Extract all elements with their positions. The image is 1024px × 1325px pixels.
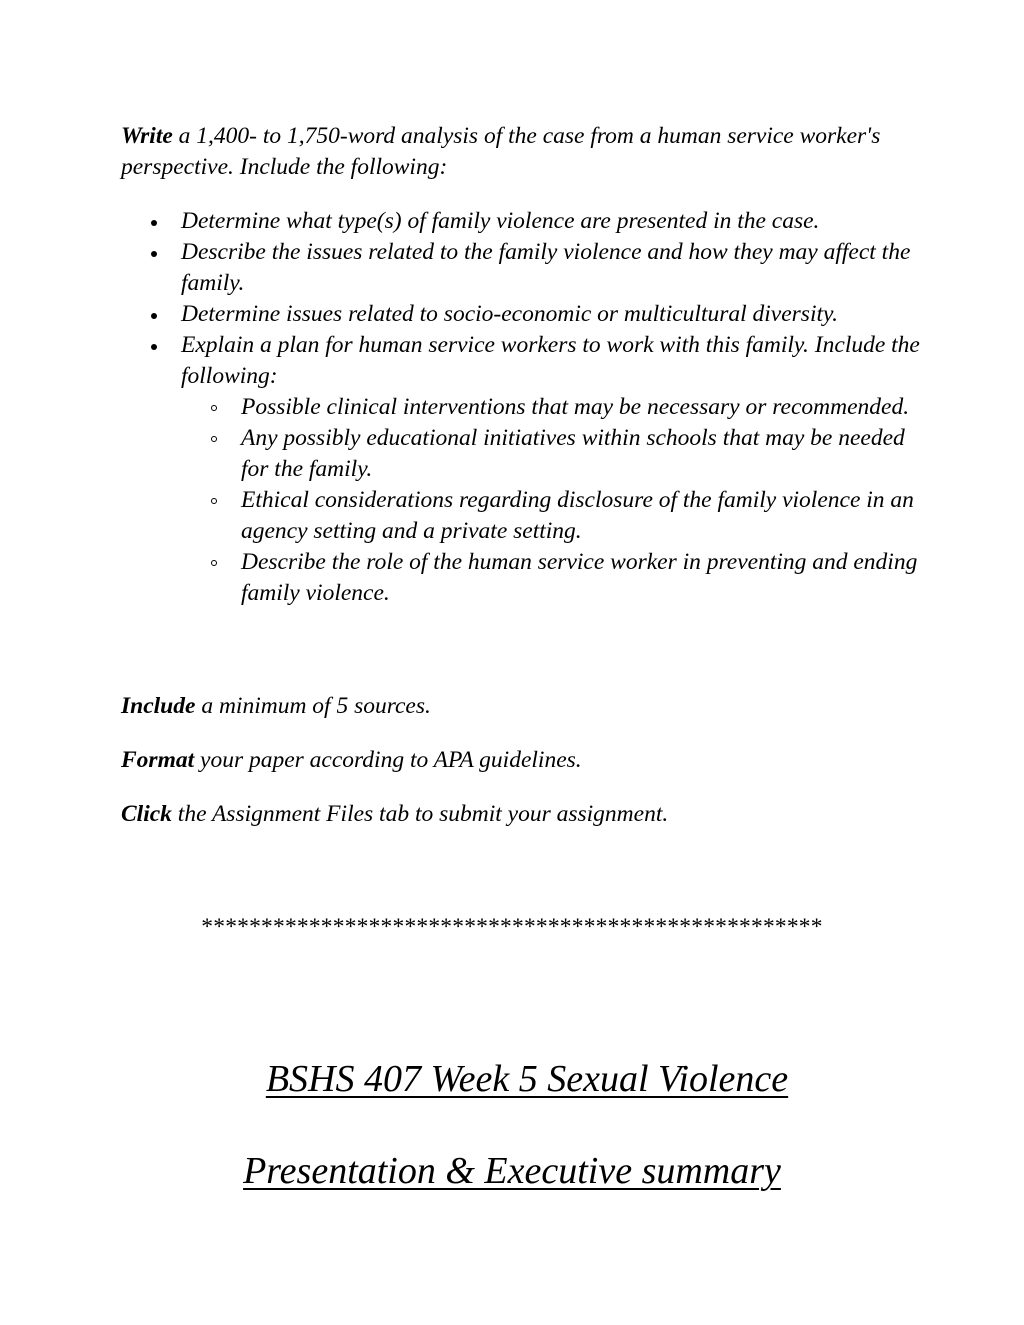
click-lead-word: Click — [121, 801, 172, 827]
include-lead-word: Include — [121, 693, 196, 719]
heading-subtitle: Presentation & Executive summary — [243, 1150, 781, 1192]
list-item-text: Determine issues related to socio-economic or multicultural diversity. — [181, 301, 839, 327]
sub-list-item — [241, 392, 926, 423]
format-text: your paper according to APA guidelines. — [194, 747, 582, 773]
list-item-text: Describe the issues related to the family violence and how they may affect the family. — [181, 239, 911, 296]
list-item — [181, 206, 926, 237]
bullet-dot-icon — [151, 313, 157, 319]
bullet-circle-icon — [211, 436, 217, 442]
separator-line: **************************************************** — [201, 914, 823, 940]
sub-list-item-text: Describe the role of the human service worker in preventing and ending family violence. — [241, 549, 918, 606]
requirements-list — [181, 206, 926, 609]
format-paragraph — [121, 745, 921, 776]
bullet-circle-icon — [211, 405, 217, 411]
list-item-text: Explain a plan for human service workers to work with this family. Include the following: — [181, 332, 920, 389]
sub-list-item-text: Possible clinical interventions that may be necessary or recommended. — [241, 394, 910, 420]
bullet-dot-icon — [151, 344, 157, 350]
format-lead-word: Format — [121, 747, 195, 773]
list-item-text: Determine what type(s) of family violence are presented in the case. — [181, 208, 820, 234]
include-paragraph — [121, 691, 921, 722]
bullet-circle-icon — [211, 498, 217, 504]
list-item — [181, 237, 926, 299]
click-text: the Assignment Files tab to submit your assignment. — [171, 801, 669, 827]
intro-text: a 1,400- to 1,750-word analysis of the case from a human service worker's perspective. Include the following: — [121, 123, 881, 180]
sub-list-item — [241, 423, 926, 485]
bullet-dot-icon — [151, 220, 157, 226]
list-item — [181, 330, 926, 609]
list-item — [181, 299, 926, 330]
sub-list-item — [241, 485, 926, 547]
sub-list-item-text: Ethical considerations regarding disclosure of the family violence in an agency setting and a private setting. — [241, 487, 914, 544]
intro-paragraph — [121, 121, 911, 183]
click-paragraph — [121, 799, 921, 830]
plan-sub-list — [181, 392, 926, 609]
bullet-circle-icon — [211, 560, 217, 566]
sub-list-item-text: Any possibly educational initiatives within schools that may be needed for the family. — [241, 425, 905, 482]
include-text: a minimum of 5 sources. — [195, 693, 431, 719]
heading-title: BSHS 407 Week 5 Sexual Violence — [265, 1058, 789, 1100]
sub-list-item — [241, 547, 926, 609]
intro-lead-word: Write — [121, 123, 173, 149]
bullet-dot-icon — [151, 251, 157, 257]
